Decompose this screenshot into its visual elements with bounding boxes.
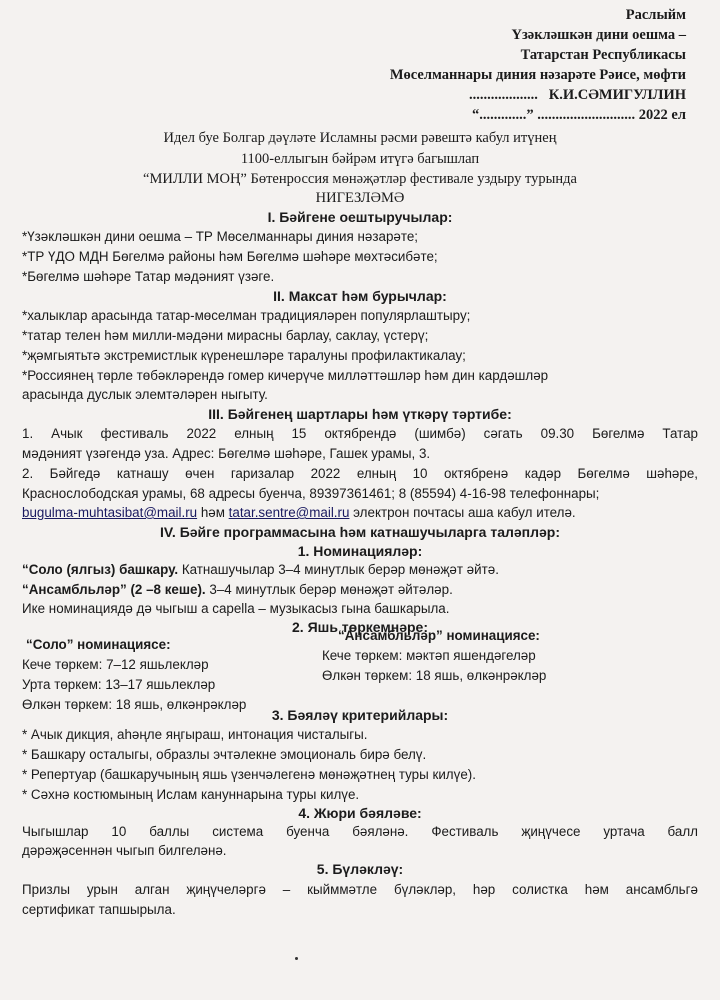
nomination-ensemble-title: “Ансамбльләр” (2 –8 кеше). [22,582,206,597]
s2-item: *татар телен һәм милли-мәдәни мирасны барлау, саклау, үстерү; [22,328,429,343]
criteria-item: * Башкару осталыгы, образлы эчтәлекне эмоциональ бирә белү. [22,747,427,762]
nomination-solo [22,562,499,577]
s3-paragraph-2-cont: Краснослободская урамы, 68 адресы буенча, 89397361461; 8 (85594) 4-16-98 телефоннары; [22,486,600,501]
jury-subheading: 4. Жюри бәяләве: [298,805,422,821]
title-line-3: “МИЛЛИ МОҢ” Бөтенроссия мөнәҗәтләр фестивале уздыру турында [143,171,577,187]
title-line-1: Идел буе Болгар дәүләте Исламны рәсми рәвештә кабул итүнең [163,130,557,146]
solo-age-title: “Соло” номинациясе: [26,637,171,652]
ensemble-age-item: Кече төркем: мәктәп яшендәгеләр [322,648,536,663]
s3-paragraph-1: 1. Ачык фестиваль 2022 елның 15 октябрендә (шимбә) сәгать 09.30 Бөгелмә Татар [22,426,698,441]
contacts-conjunction: һәм [197,505,229,520]
s3-paragraph-2: 2. Бәйгедә катнашу өчен гаризалар 2022 елның 10 октябренә кадәр Бөгелмә шәһәре, [22,466,698,481]
s2-item: *халыклар арасында татар-мөселман традицияләрен популярлаштыру; [22,308,471,323]
s2-item: *Россиянең төрле төбәкләрендә гомер кичерүче милләттәшләр һәм дин кардәшләр [22,368,549,383]
criteria-item: * Сәхнә костюмының Ислам кануннарына туры килүе. [22,787,360,802]
s2-item: арасында дуслык элемтәләрен ныгыту. [22,387,268,402]
approval-line-3: Татарстан Республикасы [520,47,686,63]
approval-line-5 [390,85,686,105]
nominations-subheading: 1. Номинацияләр: [297,543,423,559]
awards-text-cont: сертификат тапшырыла. [22,902,176,917]
contacts-tail: электрон почтасы аша кабул ителә. [349,505,576,520]
nomination-ensemble [22,582,453,597]
criteria-item: * Ачык дикция, аһәңле яңгыраш, интонация чисталыгы. [22,727,368,742]
solo-age-item: Өлкән төркем: 18 яшь, өлкәнрәкләр [22,697,247,712]
ensemble-age-title: “Ансамбльләр” номинациясе: [338,628,540,643]
email-link-tatar-centre[interactable]: tatar.sentre@mail.ru [228,505,350,520]
nomination-ensemble-desc: 3–4 минутлык берәр мөнәҗәт әйтәләр. [205,582,453,597]
solo-age-item: Урта төркем: 13–17 яшьлекләр [22,677,216,692]
section-1-heading: I. Бәйгене оештыручылар: [267,209,453,225]
section-4-heading: IV. Бәйге программасына һәм катнашучыларга таләпләр: [159,524,561,540]
scan-speck [295,957,298,960]
approval-date-line: “.............” ........................... 2022 ел [472,107,686,123]
ensemble-age-item: Өлкән төркем: 18 яшь, өлкәнрәкләр [322,668,547,683]
section-2-heading: II. Максат һәм бурычлар: [273,288,447,304]
nomination-note: Ике номинациядә дә чыгыш а capella – музыкасыз гына башкарыла. [22,601,450,616]
approval-block [390,5,686,125]
s1-item: *Үзәкләшкән дини оешма – ТР Мөселманнары диния нәзарәте; [22,229,418,244]
jury-text-cont: дәрәҗәсеннән чыгып билгеләнә. [22,843,227,858]
approval-line-2: Үзәкләшкән дини оешма – [511,27,686,43]
nomination-solo-title: “Соло (ялгыз) башкару. [22,562,179,577]
s3-paragraph-1-cont: мәдәният үзәгендә уза. Адрес: Бөгелмә шәһәре, Гашек урамы, 3. [22,446,431,461]
criteria-subheading: 3. Бәяләү критерийлары: [271,707,449,723]
section-3-heading: III. Бәйгенең шартлары һәм үткәрү тәртибе: [208,406,512,422]
mufti-name: К.И.СӘМИГУЛЛИН [548,87,686,103]
s2-item: *җәмгыятьтә экстремистлык күренешләре таралуны профилактикалау; [22,348,466,363]
approval-line-4: Мөселманнары диния нәзарәте Рәисе, мөфти [389,67,686,83]
email-link-muhtasibat[interactable]: bugulma-muhtasibat@mail.ru [22,505,198,520]
solo-age-item: Кече төркем: 7–12 яшьлекләр [22,657,209,672]
document-title: НИГЕЗЛӘМӘ [315,190,405,206]
s1-item: *ТР ҮДО МДН Бөгелмә районы һәм Бөгелмә шәһәре мөхтәсибәте; [22,249,438,264]
approval-line-1: Раслыйм [625,7,686,23]
age-groups-subheading: 2. Яшь төркемнәре: [292,619,428,635]
awards-text: Призлы урын алган җиңүчеләргә – кыйммәтле бүләкләр, һәр солистка һәм ансамбльгә [22,882,698,897]
criteria-item: * Репертуар (башкаручының яшь үзенчәлегенә мөнәҗәтнең туры килүе). [22,767,476,782]
awards-subheading: 5. Бүләкләү: [316,861,404,877]
nomination-solo-desc: Катнашучылар 3–4 минутлык берәр мөнәҗәт әйтә. [178,562,499,577]
s1-item: *Бөгелмә шәһәре Татар мәдәният үзәге. [22,269,275,284]
s3-contacts-line [22,505,576,520]
title-line-2: 1100-еллыгын бәйрәм итүгә багышлап [240,151,480,167]
signature-dots: ................... [468,87,538,103]
jury-text: Чыгышлар 10 баллы система буенча бәяләнә. Фестиваль җиңүчесе уртача балл [22,824,698,839]
